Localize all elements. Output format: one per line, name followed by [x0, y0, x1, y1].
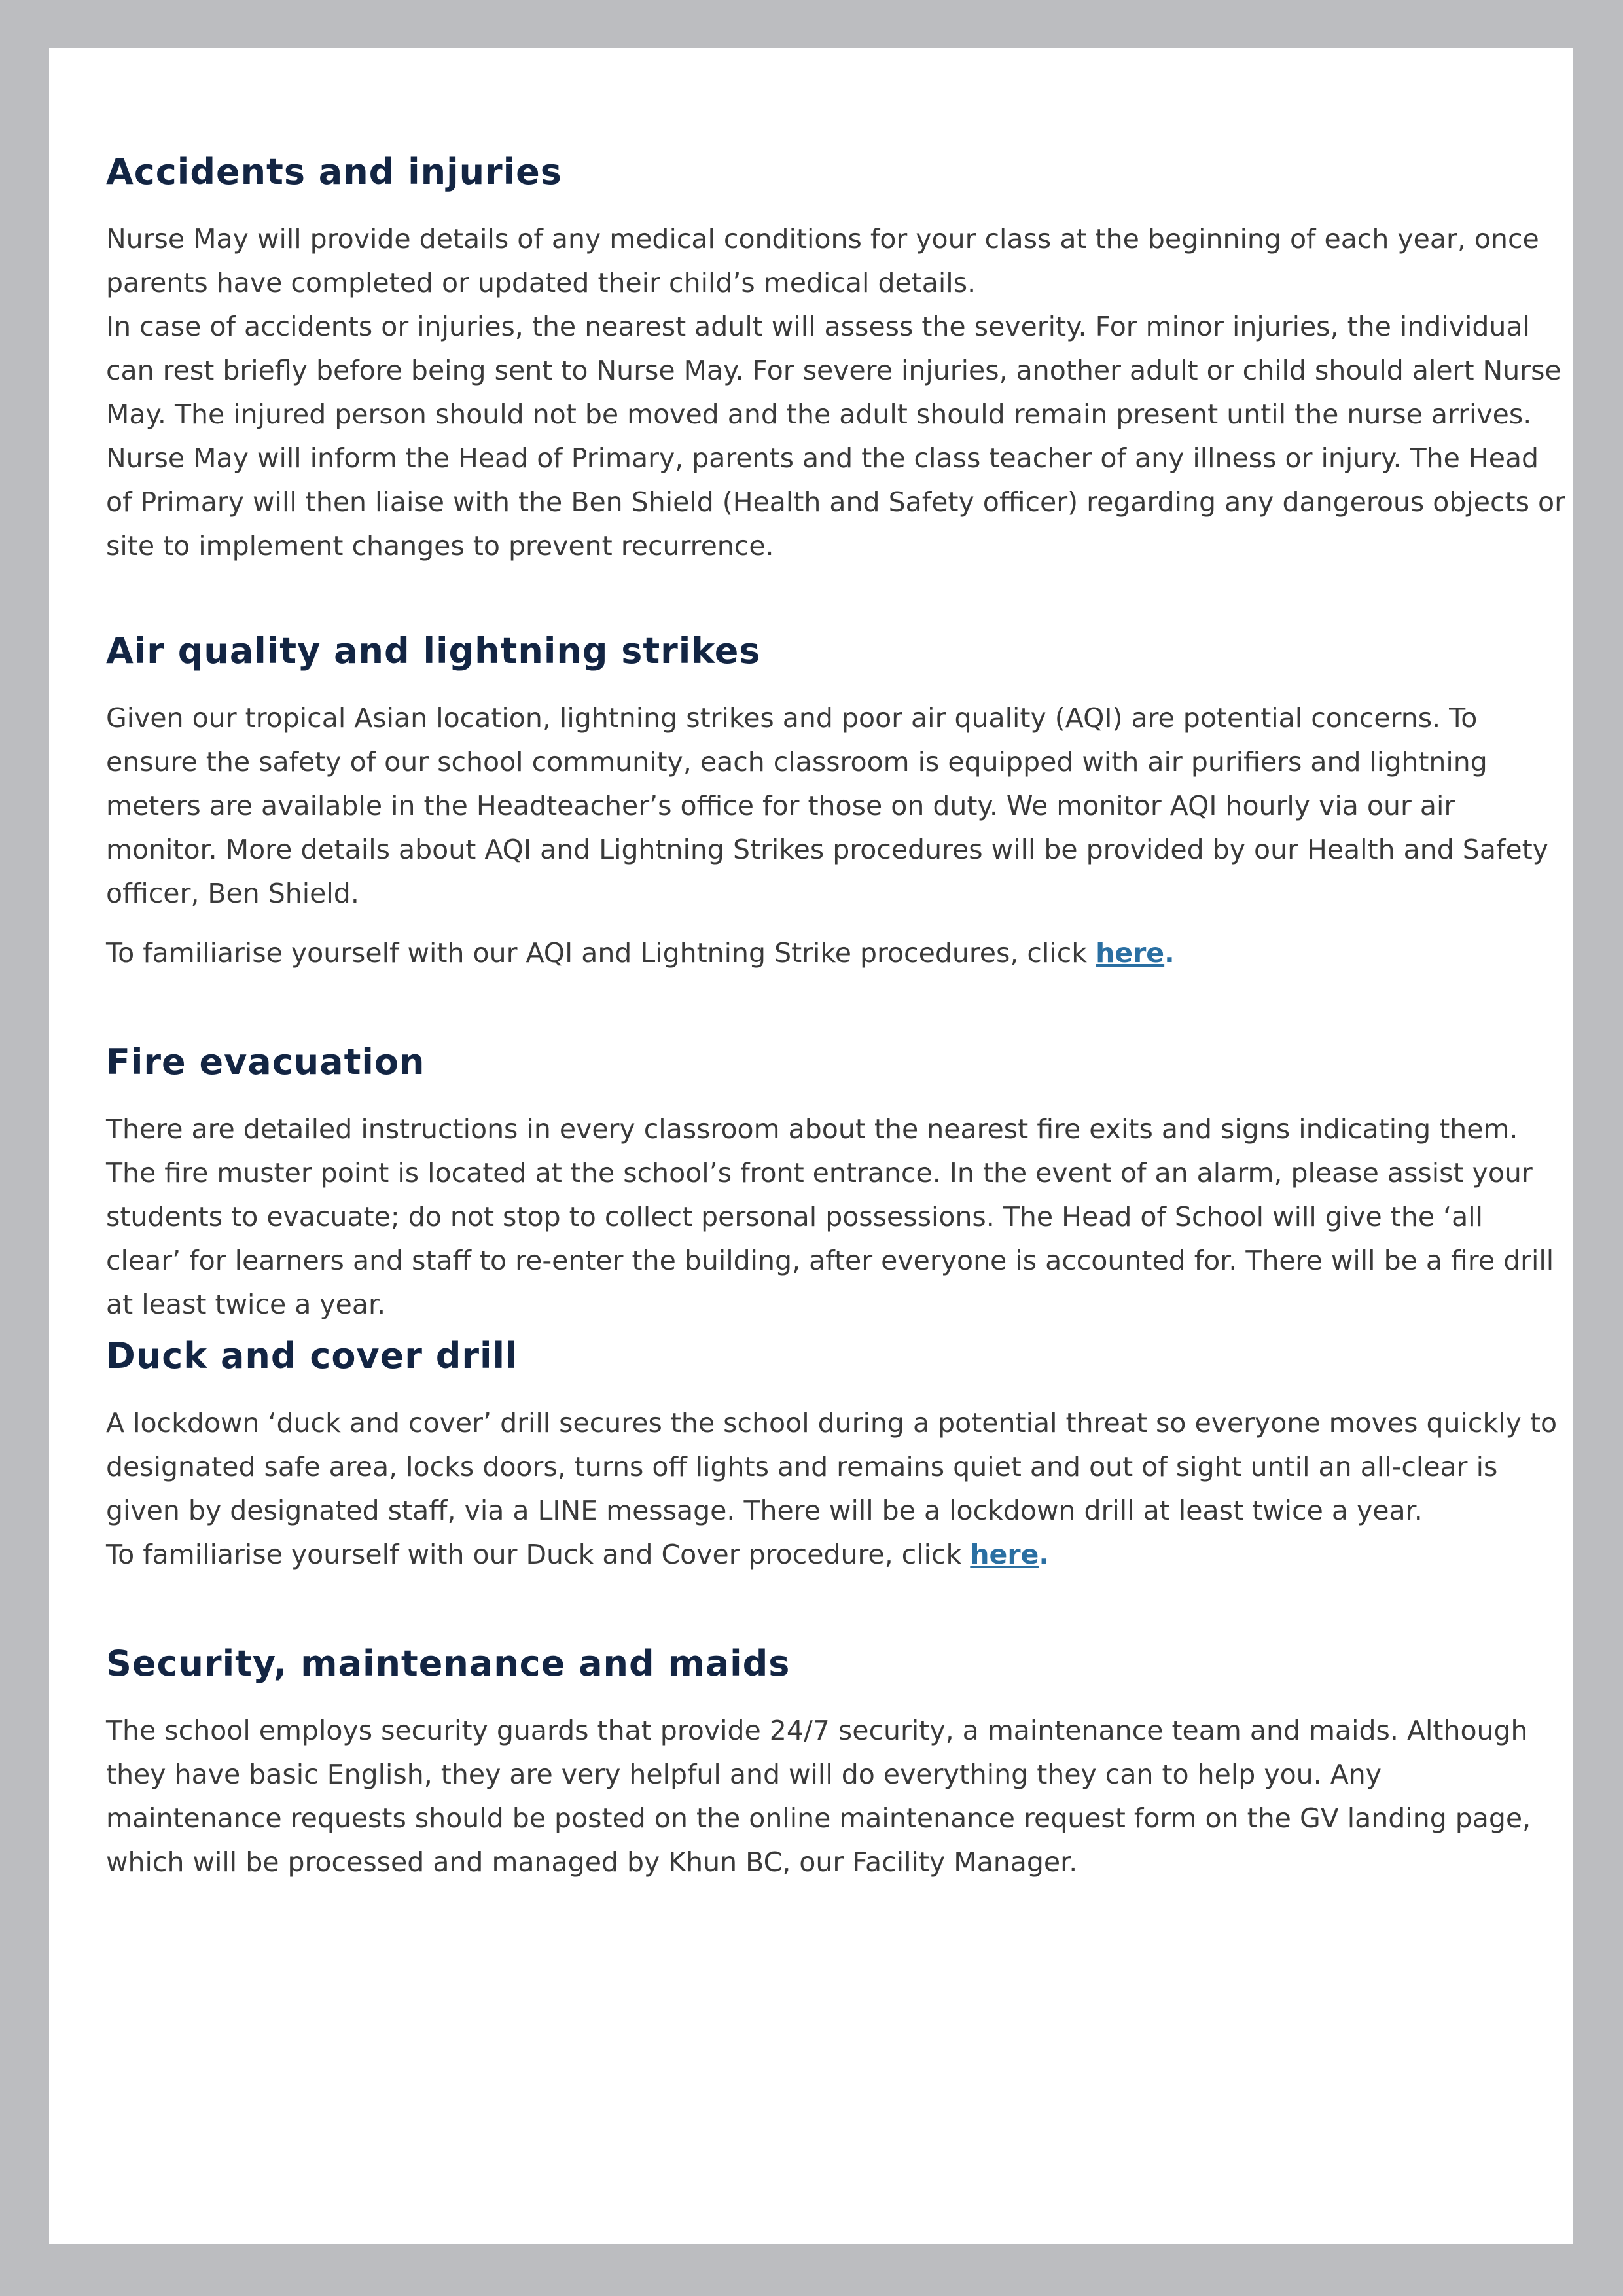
section-fire-evacuation — [106, 1039, 1565, 1327]
paragraph-duck-familiarise — [106, 1533, 1565, 1577]
document-page — [49, 48, 1573, 2244]
paragraph-medical-details: Nurse May will provide details of any medical conditions for your class at the beginning of each year, once parents have completed or updated their child’s medical details. — [106, 223, 1539, 298]
section-gap — [106, 1577, 1565, 1641]
section-gap — [106, 975, 1565, 1039]
duck-familiarise-text: To familiarise yourself with our Duck and Cover procedure, click — [106, 1539, 971, 1570]
aqi-link-suffix: . — [1164, 937, 1175, 969]
paragraph-fire-evacuation: There are detailed instructions in every classroom about the nearest fire exits and signs indicating them. The fire muster point is located at the school’s front entrance. In the event of an alarm, please assist your students to evacuate; do not stop to collect personal possessions. The Head of School will give the ‘all clear’ for learners and staff to re-enter the building, after everyone is accounted for. There will be a fire drill at least twice a year. — [106, 1113, 1554, 1320]
heading-security: Security, maintenance and maids — [106, 1643, 791, 1684]
paragraph-air-quality: Given our tropical Asian location, lightning strikes and poor air quality (AQI) are potential concerns. To ensure the safety of our school community, each classroom is equipped with air purifiers and lightning meters are available in the Headteacher’s office for those on duty. We monitor AQI hourly via our air monitor. More details about AQI and Lightning Strikes procedures will be provided by our Health and Safety officer, Ben Shield. — [106, 702, 1548, 909]
section-gap — [106, 568, 1565, 628]
section-gap — [106, 1327, 1565, 1333]
duck-link-suffix: . — [1039, 1539, 1049, 1570]
section-duck-cover — [106, 1333, 1565, 1577]
paragraph-accident-procedure: In case of accidents or injuries, the nearest adult will assess the severity. For minor injuries, the individual can rest briefly before being sent to Nurse May. For severe injuries, another adult or child should alert Nurse May. The injured person should not be moved and the adult should remain present until the nurse arrives. Nurse May will inform the Head of Primary, parents and the class teacher of any illness or injury. The Head of Primary will then liaise with the Ben Shield (Health and Safety officer) regarding any dangerous objects or site to implement changes to prevent recurrence. — [106, 311, 1565, 562]
document-content — [106, 149, 1565, 1884]
section-accidents — [106, 149, 1565, 568]
duck-cover-procedure-link[interactable]: here — [970, 1539, 1039, 1570]
paragraph-aqi-familiarise — [106, 931, 1565, 975]
heading-duck-cover: Duck and cover drill — [106, 1335, 518, 1376]
paragraph-duck-cover: A lockdown ‘duck and cover’ drill secures the school during a potential threat so everyone moves quickly to designated safe area, locks doors, turns off lights and remains quiet and out of sight until an all-clear is given by designated staff, via a LINE message. There will be a lockdown drill at least twice a year. — [106, 1407, 1558, 1526]
heading-accidents: Accidents and injuries — [106, 151, 562, 192]
paragraph-security: The school employs security guards that provide 24/7 security, a maintenance team and maids. Although they have basic English, they are very helpful and will do everything they can to help you. Any maintenance requests should be posted on the online maintenance request form on the GV landing page, which will be processed and managed by Khun BC, our Facility Manager. — [106, 1715, 1531, 1878]
paragraph-gap — [106, 916, 1565, 931]
aqi-procedure-link[interactable]: here — [1096, 937, 1165, 969]
heading-air-quality: Air quality and lightning strikes — [106, 630, 761, 672]
section-air-quality — [106, 628, 1565, 975]
section-security — [106, 1641, 1565, 1884]
aqi-familiarise-text: To familiarise yourself with our AQI and Lightning Strike procedures, click — [106, 937, 1096, 969]
heading-fire-evacuation: Fire evacuation — [106, 1041, 425, 1083]
